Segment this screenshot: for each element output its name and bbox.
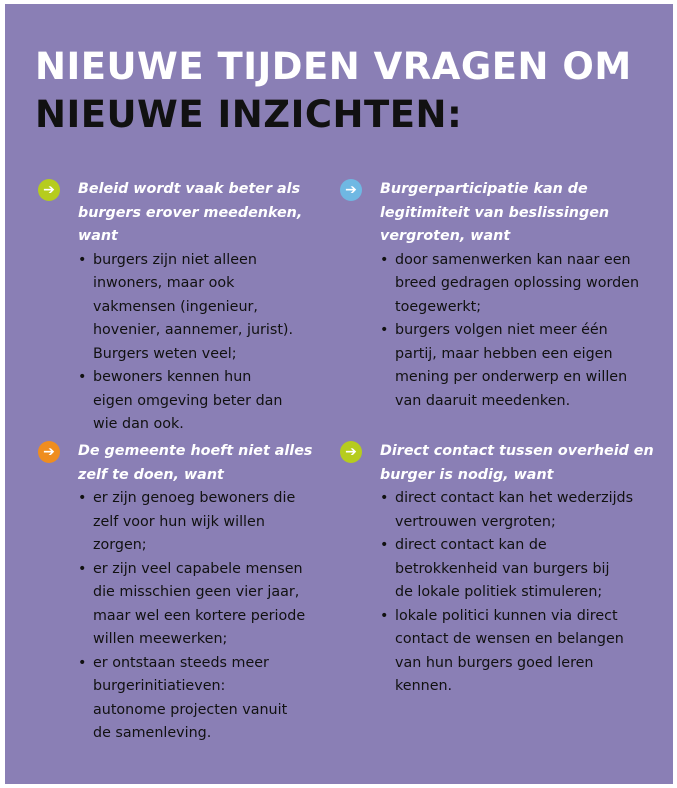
block-heading — [340, 178, 665, 249]
heading-line: vergroten, want — [380, 228, 511, 244]
block-gemeente — [38, 440, 338, 746]
item-line: er zijn veel capabele mensen — [93, 560, 303, 577]
bullet-list — [38, 487, 338, 746]
item-line: partij, maar hebben een eigen — [395, 345, 613, 362]
block-heading — [340, 440, 665, 487]
item-line: van daaruit meedenken. — [395, 392, 571, 409]
bullet-list — [340, 487, 665, 699]
arrow-right-icon: ➔ — [38, 441, 60, 463]
heading-line: zelf te doen, want — [78, 466, 224, 483]
item-line: direct contact kan de — [395, 537, 547, 553]
item-line: breed gedragen oplossing worden — [395, 275, 640, 291]
list-item — [38, 366, 338, 437]
item-line: maar wel een kortere periode — [93, 607, 306, 624]
list-item — [340, 487, 665, 534]
item-line: hovenier, aannemer, jurist). — [93, 322, 294, 338]
heading-line: burger is nodig, want — [380, 466, 554, 483]
item-line: zorgen; — [93, 537, 147, 553]
block-burgerparticipatie — [340, 178, 665, 413]
block-direct-contact — [340, 440, 665, 699]
list-item — [38, 558, 338, 652]
item-line: door samenwerken kan naar een — [395, 251, 631, 268]
list-item — [340, 605, 665, 699]
bullet-list — [38, 249, 338, 437]
block-heading — [38, 440, 338, 487]
item-line: Burgers weten veel; — [93, 345, 237, 362]
item-line: toegewerkt; — [395, 298, 482, 315]
arrow-right-icon: ➔ — [340, 441, 362, 463]
item-line: van hun burgers goed leren — [395, 654, 594, 671]
item-line: burgers volgen niet meer één — [395, 322, 608, 338]
item-line: eigen omgeving beter dan — [93, 392, 283, 409]
heading-line: De gemeente hoeft niet alles — [78, 443, 313, 459]
item-line: betrokkenheid van burgers bij — [395, 560, 610, 577]
item-line: autonome projecten vanuit — [93, 701, 288, 718]
item-line: vertrouwen vergroten; — [395, 513, 556, 530]
item-line: zelf voor hun wijk willen — [93, 513, 265, 530]
item-line: burgerinitiatieven: — [93, 678, 226, 694]
item-line: willen meewerken; — [93, 631, 228, 647]
item-line: inwoners, maar ook — [93, 275, 235, 291]
list-item — [340, 534, 665, 605]
item-line: de samenleving. — [93, 725, 212, 741]
item-line: bewoners kennen hun — [93, 369, 252, 385]
item-line: burgers zijn niet alleen — [93, 251, 257, 268]
item-line: lokale politici kunnen via direct — [395, 607, 618, 624]
heading-line: Burgerparticipatie kan de — [380, 181, 588, 197]
title-line-2: NIEUWE INZICHTEN: — [35, 93, 463, 136]
block-beleid — [38, 178, 338, 437]
item-line: de lokale politiek stimuleren; — [395, 584, 603, 600]
item-line: kennen. — [395, 678, 453, 694]
item-line: er zijn genoeg bewoners die — [93, 490, 296, 506]
heading-line: burgers erover meedenken, want — [78, 204, 303, 244]
block-heading — [38, 178, 338, 249]
list-item — [38, 652, 338, 746]
list-item — [38, 487, 338, 558]
heading-line: legitimiteit van beslissingen — [380, 204, 610, 221]
item-line: die misschien geen vier jaar, — [93, 584, 300, 600]
arrow-right-icon: ➔ — [340, 179, 362, 201]
heading-line: Beleid wordt vaak beter als — [78, 181, 301, 197]
item-line: direct contact kan het wederzijds — [395, 490, 634, 506]
bullet-list — [340, 249, 665, 414]
list-item — [340, 249, 665, 320]
list-item — [340, 319, 665, 413]
title-line-1: NIEUWE TIJDEN VRAGEN OM — [35, 45, 632, 88]
item-line: wie dan ook. — [93, 416, 184, 432]
arrow-right-icon: ➔ — [38, 179, 60, 201]
list-item — [38, 249, 338, 367]
item-line: contact de wensen en belangen — [395, 631, 624, 647]
item-line: mening per onderwerp en willen — [395, 369, 628, 385]
heading-line: Direct contact tussen overheid en — [380, 443, 654, 459]
item-line: er ontstaan steeds meer — [93, 654, 269, 671]
item-line: vakmensen (ingenieur, — [93, 298, 258, 315]
